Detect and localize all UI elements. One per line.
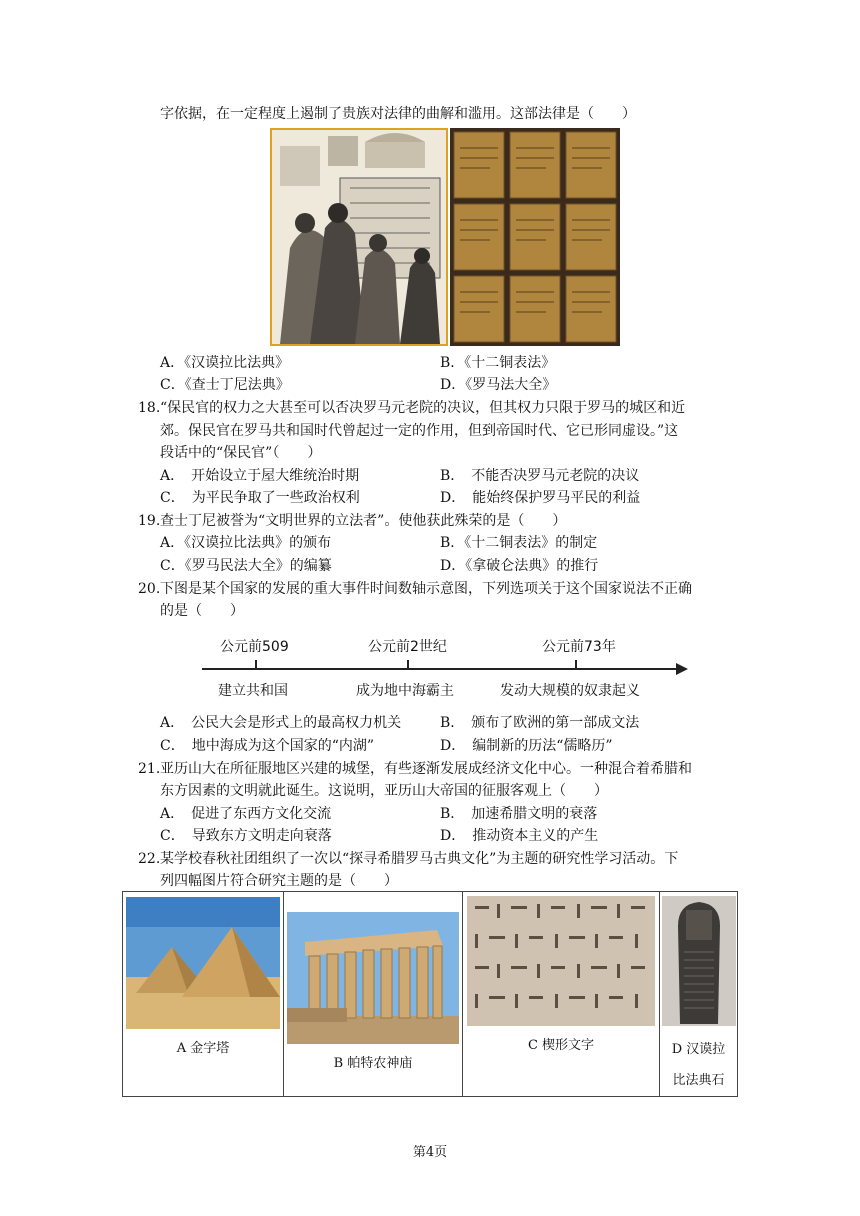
q18-line-1: “保民官的权力之大甚至可以否决罗马元老院的决议，但其权力只限于罗马的城区和近 bbox=[160, 400, 686, 416]
q20-number: 20. bbox=[138, 581, 161, 597]
timeline-arrow-icon bbox=[676, 663, 688, 675]
q21-line-1: 亚历山大在所征服地区兴建的城堡，有些逐渐发展成经济文化中心。一种混合着希腊和 bbox=[160, 761, 692, 777]
timeline bbox=[196, 630, 696, 704]
q19-option-d: D．《拿破仑法典》的推行 bbox=[440, 558, 599, 574]
timeline-date-1: 公元前509 bbox=[220, 639, 289, 655]
q21-line-2: 东方因素的文明就此诞生。这说明，亚历山大帝国的征服客观上（ ） bbox=[160, 783, 608, 799]
q18-option-b: B． 不能否决罗马元老院的决议 bbox=[440, 468, 640, 484]
q20-option-b: B． 颁布了欧洲的第一部成文法 bbox=[440, 715, 640, 731]
q20-option-a: A． 公民大会是形式上的最高权力机关 bbox=[160, 715, 402, 731]
q18-number: 18. bbox=[138, 400, 161, 416]
q20-line-1: 下图是某个国家的发展的重大事件时间数轴示意图，下列选项关于这个国家说法不正确 bbox=[160, 581, 692, 597]
q18-option-c: C． 为平民争取了一些政治权利 bbox=[160, 490, 360, 506]
caption-b: B 帕特农神庙 bbox=[333, 1056, 413, 1071]
caption-a: A 金字塔 bbox=[176, 1041, 230, 1056]
q19-number: 19. bbox=[138, 513, 161, 529]
q18-option-d: D． 能始终保护罗马平民的利益 bbox=[440, 490, 641, 506]
twelve-tables-image bbox=[270, 128, 620, 346]
q20-line-2: 的是（ ） bbox=[160, 603, 244, 619]
q20-option-c: C． 地中海成为这个国家的“内湖” bbox=[160, 738, 375, 754]
q17-option-d: D．《罗马法大全》 bbox=[440, 377, 557, 393]
q21-option-c: C． 导致东方文明走向衰落 bbox=[160, 828, 332, 844]
parthenon-image bbox=[287, 912, 459, 1044]
pyramid-image bbox=[126, 897, 280, 1029]
q17-stem-tail: 字依据，在一定程度上遏制了贵族对法律的曲解和滥用。这部法律是（ ） bbox=[160, 106, 636, 122]
q18-option-a: A． 开始设立于屋大维统治时期 bbox=[160, 468, 360, 484]
q18-line-3: 段话中的“保民官”（ ） bbox=[160, 445, 322, 461]
timeline-date-3: 公元前73年 bbox=[542, 639, 616, 655]
picture-cell-c bbox=[463, 892, 660, 1097]
q21-option-a: A． 促进了东西方文化交流 bbox=[160, 806, 332, 822]
timeline-event-2: 成为地中海霸主 bbox=[356, 683, 454, 699]
timeline-event-3: 发动大规模的奴隶起义 bbox=[500, 683, 640, 699]
q19-option-a: A．《汉谟拉比法典》的颁布 bbox=[160, 535, 332, 551]
hammurabi-stele-image bbox=[662, 896, 736, 1026]
q19-option-b: B．《十二铜表法》的制定 bbox=[440, 535, 598, 551]
timeline-event-1: 建立共和国 bbox=[218, 683, 288, 699]
q17-option-b: B．《十二铜表法》 bbox=[440, 355, 556, 371]
page-number: 第4页 bbox=[412, 1145, 448, 1160]
q22-number: 22. bbox=[138, 851, 161, 867]
caption-c: C 楔形文字 bbox=[527, 1038, 595, 1053]
q20-option-d: D． 编制新的历法“儒略历” bbox=[440, 738, 613, 754]
q17-option-a: A．《汉谟拉比法典》 bbox=[160, 355, 290, 371]
caption-d-line-1: D 汉谟拉 bbox=[671, 1042, 726, 1057]
picture-cell-b bbox=[284, 892, 463, 1097]
q22-line-2: 列四幅图片符合研究主题的是（ ） bbox=[160, 873, 398, 889]
q22-picture-table bbox=[122, 891, 738, 1097]
caption-d-line-2: 比法典石 bbox=[672, 1073, 725, 1088]
q21-option-d: D． 推动资本主义的产生 bbox=[440, 828, 599, 844]
picture-cell-a bbox=[123, 892, 284, 1097]
q22-line-1: 某学校春秋社团组织了一次以“探寻希腊罗马古典文化”为主题的研究性学习活动。下 bbox=[160, 851, 679, 867]
q17-option-c: C．《查士丁尼法典》 bbox=[160, 377, 290, 393]
q18-line-2: 郊。保民官在罗马共和国时代曾起过一定的作用，但到帝国时代、它已形同虚设。”这 bbox=[160, 423, 679, 439]
timeline-date-2: 公元前2世纪 bbox=[368, 639, 447, 655]
cuneiform-image bbox=[467, 896, 655, 1026]
q21-number: 21. bbox=[138, 761, 161, 777]
q19-line-1: 查士丁尼被誉为“文明世界的立法者”。使他获此殊荣的是（ ） bbox=[160, 513, 567, 529]
picture-cell-d bbox=[660, 892, 738, 1097]
q21-option-b: B． 加速希腊文明的衰落 bbox=[440, 806, 598, 822]
q19-option-c: C．《罗马民法大全》的编纂 bbox=[160, 558, 332, 574]
